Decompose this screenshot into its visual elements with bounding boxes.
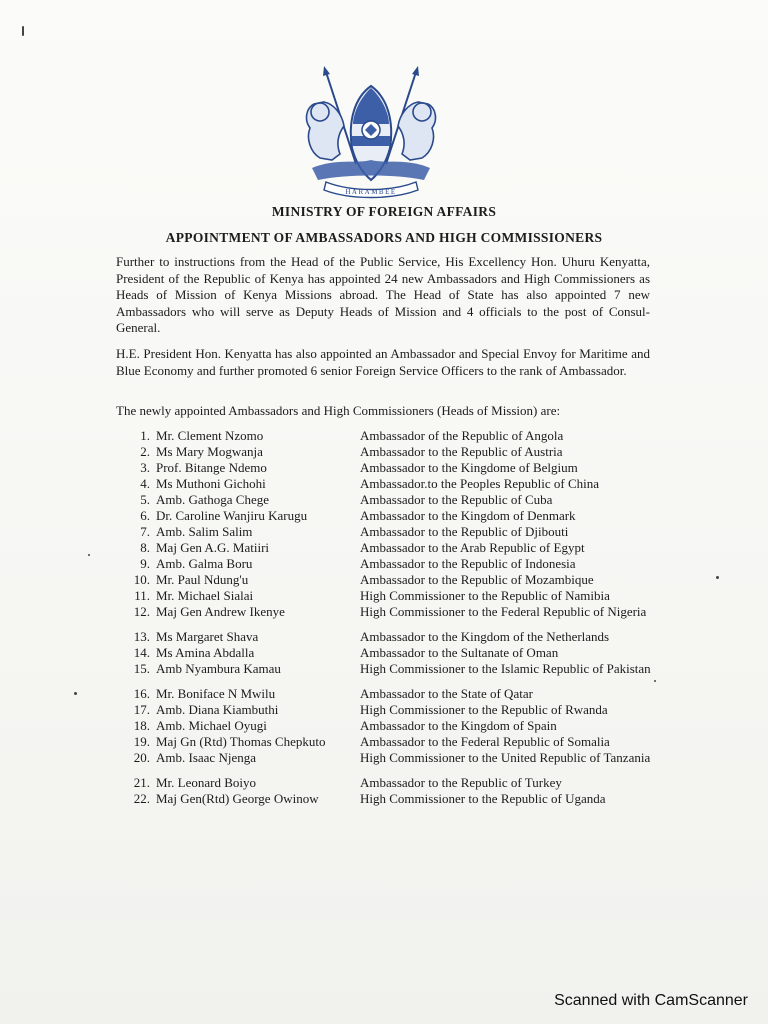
appointee-post: Ambassador to the Arab Republic of Egypt (360, 540, 585, 555)
list-item: 18. Amb. Michael Oyugi Ambassador to the Kingdom of Spain (130, 718, 670, 734)
paragraph-special-envoy: H.E. President Hon. Kenyatta has also appointed an Ambassador and Special Envoy for Maritime and Blue Economy and further promoted 6 senior Foreign Service Officers to the rank of Ambassador. (116, 346, 650, 378)
scan-artifact (716, 576, 719, 579)
appointee-name: Prof. Bitange Ndemo (156, 460, 267, 475)
list-item: 15. Amb Nyambura Kamau High Commissioner to the Islamic Republic of Pakistan (130, 661, 670, 677)
scan-artifact (74, 692, 77, 695)
list-item: 16. Mr. Boniface N Mwilu Ambassador to the State of Qatar (130, 686, 670, 702)
appointee-name: Maj Gn (Rtd) Thomas Chepkuto (156, 734, 326, 749)
appointee-name: Mr. Boniface N Mwilu (156, 686, 276, 701)
appointee-name: Amb. Salim Salim (156, 524, 253, 539)
appointee-name: Mr. Leonard Boiyo (156, 775, 257, 790)
list-item: 19. Maj Gn (Rtd) Thomas Chepkuto Ambassador to the Federal Republic of Somalia (130, 734, 670, 750)
appointee-post: High Commissioner to the United Republic of Tanzania (360, 750, 651, 765)
appointee-post: Ambassador to the Republic of Turkey (360, 775, 562, 790)
appointee-post: Ambassador to the Republic of Cuba (360, 492, 553, 507)
appointee-post: Ambassador to the State of Qatar (360, 686, 533, 701)
appointee-name: Amb. Galma Boru (156, 556, 253, 571)
appointee-name: Ms Amina Abdalla (156, 645, 255, 660)
appointee-name: Mr. Clement Nzomo (156, 428, 264, 443)
appointee-post: High Commissioner to the Islamic Republic of Pakistan (360, 661, 651, 676)
list-item: 3. Prof. Bitange Ndemo Ambassador to the Kingdome of Belgium (130, 460, 670, 476)
appointee-name: Maj Gen(Rtd) George Owinow (156, 791, 319, 806)
appointee-name: Dr. Caroline Wanjiru Karugu (156, 508, 308, 523)
ministry-heading: MINISTRY OF FOREIGN AFFAIRS (271, 204, 497, 219)
appointee-post: High Commissioner to the Republic of Rwanda (360, 702, 608, 717)
list-item: 6. Dr. Caroline Wanjiru Karugu Ambassador to the Kingdom of Denmark (130, 508, 670, 524)
list-item: 7. Amb. Salim Salim Ambassador to the Republic of Djibouti (130, 524, 670, 540)
list-item: 11. Mr. Michael Sialai High Commissioner to the Republic of Namibia (130, 588, 670, 604)
appointee-name: Maj Gen Andrew Ikenye (156, 604, 285, 619)
appointments-list (130, 428, 670, 807)
paragraph-list-intro: The newly appointed Ambassadors and High Commissioners (Heads of Mission) are: (116, 403, 561, 418)
appointee-name: Mr. Paul Ndung'u (156, 572, 249, 587)
list-item: 14. Ms Amina Abdalla Ambassador to the Sultanate of Oman (130, 645, 670, 661)
appointee-post: High Commissioner to the Republic of Namibia (360, 588, 610, 603)
appointee-name: Ms Margaret Shava (156, 629, 259, 644)
appointee-name: Ms Muthoni Gichohi (156, 476, 266, 491)
list-item: 5. Amb. Gathoga Chege Ambassador to the Republic of Cuba (130, 492, 670, 508)
list-item: 4. Ms Muthoni Gichohi Ambassador.to the Peoples Republic of China (130, 476, 670, 492)
list-item: 20. Amb. Isaac Njenga High Commissioner to the United Republic of Tanzania (130, 750, 670, 766)
list-item: 8. Maj Gen A.G. Matiiri Ambassador to the Arab Republic of Egypt (130, 540, 670, 556)
list-item: 9. Amb. Galma Boru Ambassador to the Republic of Indonesia (130, 556, 670, 572)
list-item: 22. Maj Gen(Rtd) George Owinow High Commissioner to the Republic of Uganda (130, 791, 670, 807)
list-item: 10. Mr. Paul Ndung'u Ambassador to the Republic of Mozambique (130, 572, 670, 588)
appointee-post: Ambassador to the Federal Republic of Somalia (360, 734, 610, 749)
appointee-post: Ambassador to the Republic of Djibouti (360, 524, 569, 539)
appointee-post: High Commissioner to the Federal Republic of Nigeria (360, 604, 647, 619)
list-item: 21. Mr. Leonard Boiyo Ambassador to the Republic of Turkey (130, 775, 670, 791)
appointee-name: Amb. Isaac Njenga (156, 750, 256, 765)
list-item: 17. Amb. Diana Kiambuthi High Commissioner to the Republic of Rwanda (130, 702, 670, 718)
appointee-name: Maj Gen A.G. Matiiri (156, 540, 270, 555)
appointee-post: Ambassador to the Kingdom of Denmark (360, 508, 576, 523)
appointee-name: Amb. Michael Oyugi (156, 718, 267, 733)
kenya-coat-of-arms-icon (296, 64, 446, 204)
appointee-name: Amb. Gathoga Chege (156, 492, 270, 507)
appointee-name: Amb. Diana Kiambuthi (156, 702, 279, 717)
scan-artifact (22, 26, 24, 36)
appointee-post: Ambassador to the Sultanate of Oman (360, 645, 559, 660)
list-item: 2. Ms Mary Mogwanja Ambassador to the Republic of Austria (130, 444, 670, 460)
appointee-name: Amb Nyambura Kamau (156, 661, 281, 676)
appointee-post: Ambassador.to the Peoples Republic of China (360, 476, 600, 491)
appointee-post: Ambassador to the Kingdom of the Netherlands (360, 629, 610, 644)
appointee-post: Ambassador to the Kingdome of Belgium (360, 460, 578, 475)
crest-motto: HARAMBEE (345, 188, 397, 196)
paragraph-intro: Further to instructions from the Head of the Public Service, His Excellency Hon. Uhuru Kenyatta, President of the Republic of Kenya has appointed 24 new Ambassadors and High Commissioners as Heads of Mission of Kenya Missions abroad. The Head of State has also appointed 7 new Ambassadors who will serve as Deputy Heads of Mission and 4 officials to the post of Consul-General. (116, 254, 650, 335)
scan-artifact (654, 680, 656, 682)
list-item: 12. Maj Gen Andrew Ikenye High Commissioner to the Federal Republic of Nigeria (130, 604, 670, 620)
appointee-post: Ambassador to the Kingdom of Spain (360, 718, 557, 733)
list-item: 1. Mr. Clement Nzomo Ambassador of the Republic of Angola (130, 428, 670, 444)
appointee-post: Ambassador to the Republic of Indonesia (360, 556, 576, 571)
appointee-name: Ms Mary Mogwanja (156, 444, 263, 459)
appointee-name: Mr. Michael Sialai (156, 588, 254, 603)
scan-artifact (88, 554, 90, 556)
document-title: APPOINTMENT OF AMBASSADORS AND HIGH COMMISSIONERS (165, 230, 603, 245)
camscanner-watermark: Scanned with CamScanner (554, 992, 748, 1009)
list-item: 13. Ms Margaret Shava Ambassador to the Kingdom of the Netherlands (130, 629, 670, 645)
appointee-post: High Commissioner to the Republic of Uganda (360, 791, 606, 806)
appointee-post: Ambassador to the Republic of Mozambique (360, 572, 594, 587)
appointee-post: Ambassador of the Republic of Angola (360, 428, 564, 443)
appointee-post: Ambassador to the Republic of Austria (360, 444, 563, 459)
